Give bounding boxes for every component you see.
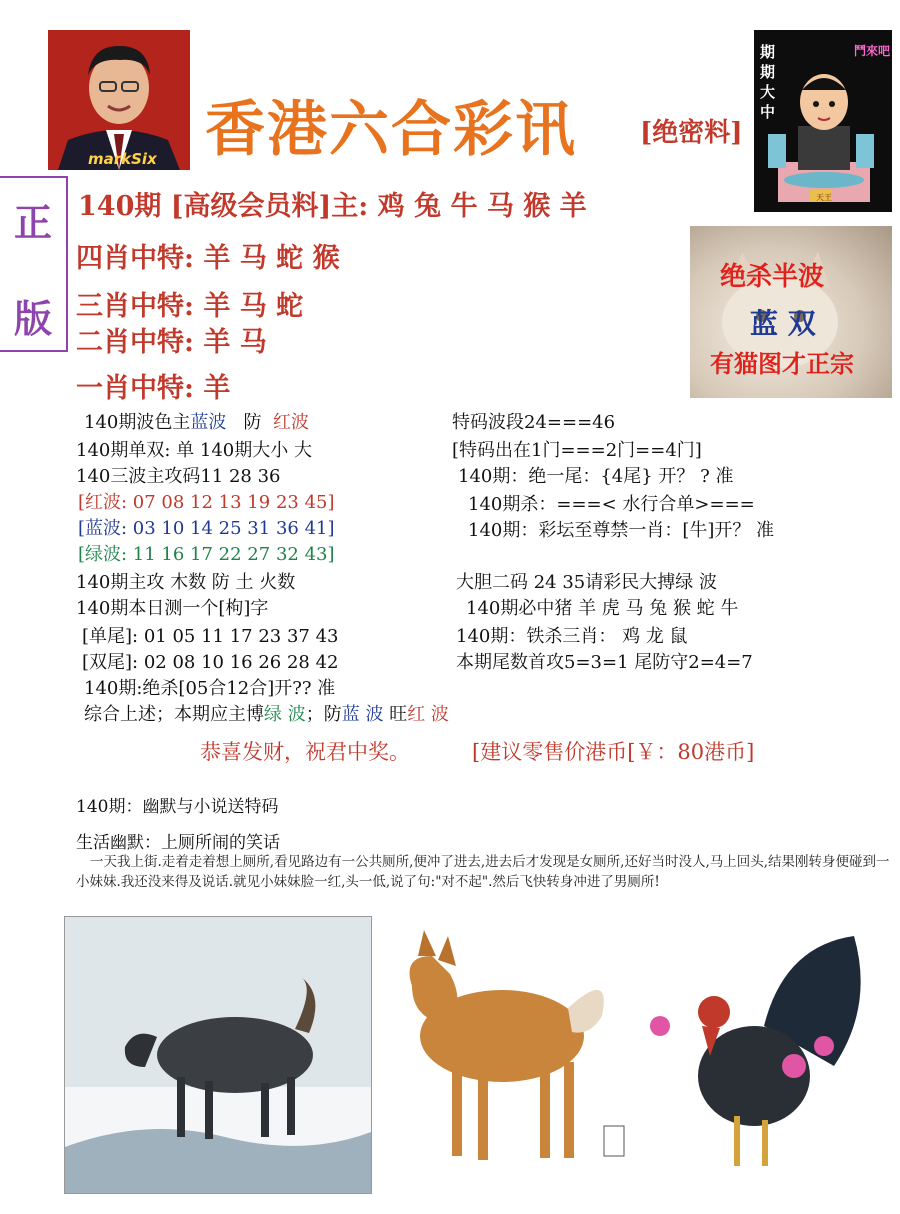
three-wave-line: 140三波主攻码11 28 36: [76, 466, 281, 487]
summary-c: 旺: [383, 704, 408, 725]
genuine-badge: [0, 176, 68, 352]
cat-panel: [690, 226, 892, 398]
badge-bottom: 版: [14, 296, 53, 341]
four-zodiac: 四肖中特: 羊 马 蛇 猴: [76, 243, 340, 274]
wave-main: 蓝波: [190, 412, 227, 433]
cat-line1: 绝杀半波: [720, 262, 825, 292]
dog-painting-icon: [372, 916, 642, 1192]
retail-price: [建议零售价港币[￥：80港币]: [472, 740, 755, 764]
blue-wave-line: [蓝波: 03 10 14 25 31 36 41]: [78, 518, 335, 539]
special-segment: 特码波段24===46: [452, 412, 616, 433]
odd-even-line: 140期单双: 单 140期大小 大: [76, 440, 312, 461]
wave-line: [84, 408, 309, 434]
cartoon-stamp: 天王: [816, 193, 832, 202]
special-door: [特码出在1门===2门==4门]: [452, 440, 702, 461]
rooster-painting-icon: [644, 916, 892, 1192]
wave-guard: 防: [243, 412, 262, 433]
three-zodiac: 三肖中特: 羊 马 蛇: [76, 291, 304, 322]
badge-top: 正: [14, 200, 53, 245]
cartoon-photo: [754, 30, 892, 212]
two-codes: 大胆二码 24 35请彩民大搏绿 波: [456, 572, 717, 593]
red-wave-line: [红波: 07 08 12 13 19 23 45]: [78, 492, 335, 513]
kill-line: 140期:绝杀[05合12合]开?? 准: [84, 678, 336, 699]
host-photo: [48, 30, 190, 170]
marksix-logo: markSix: [88, 150, 157, 168]
summary-a: 综合上述；本期应主博: [84, 704, 264, 725]
summary-b: ；防: [305, 704, 342, 725]
cartoon-right-text: 鬥來吧: [854, 44, 891, 58]
goat-painting-icon: [64, 916, 372, 1194]
wave-guard-value: 红波: [272, 412, 309, 433]
green-wave-line: [绿波: 11 16 17 22 27 32 43]: [78, 544, 335, 565]
one-zodiac: 一肖中特: 羊: [76, 373, 231, 404]
story-text: 一天我上街.走着走着想上厕所,看见路边有一公共厕所,便冲了进去,进去后才发现是女厕所,还好当时没人,马上回头,结果刚转身便碰到一小妹妹.我还没来得及说话.就见小妹妹脸一红,头一低,说了句:"对不起".然后飞快转身冲进了男厕所!: [76, 854, 890, 890]
kill-three: 140期：铁杀三肖： 鸡 龙 鼠: [456, 626, 688, 647]
story-heading: 140期：幽默与小说送特码: [76, 797, 279, 817]
daily-word-line: 140期本日测一个[枸]字: [76, 598, 269, 619]
summary-red: 红 波: [407, 704, 449, 725]
tail-attack: 本期尾数首攻5=3=1 尾防守2=4=7: [456, 652, 753, 673]
kill-tail: 140期：绝一尾：{4尾} 开？ ? 准: [458, 466, 734, 487]
two-zodiac: 二肖中特: 羊 马: [76, 327, 267, 358]
summary-blue: 蓝 波: [341, 704, 384, 725]
main-attack-line: 140期主攻 木数 防 土 火数: [76, 572, 296, 593]
page-title: 香港六合彩讯: [205, 95, 577, 165]
member-line: 140期 [高级会员料]主: 鸡 兔 牛 马 猴 羊: [78, 191, 587, 222]
congrats-left: 恭喜发财，祝君中奖。: [200, 740, 410, 764]
cat-line2: 蓝 双: [750, 307, 816, 340]
page-subtitle: [绝密料]: [640, 118, 743, 148]
wave-prefix: 140期波色主: [84, 412, 191, 433]
must-hit: 140期必中猪 羊 虎 马 兔 猴 蛇 牛: [466, 598, 739, 619]
kill-phrase: 140期杀：===< 水行合单>===: [468, 494, 755, 515]
cartoon-left-text: 期期大中: [760, 43, 776, 121]
summary-green: 绿 波: [264, 704, 306, 725]
forbid-zodiac: 140期：彩坛至尊禁一肖：[牛]开？ 准: [468, 520, 775, 541]
summary-line: [84, 700, 449, 726]
double-tail-line: [双尾]: 02 08 10 16 26 28 42: [82, 652, 339, 673]
single-tail-line: [单尾]: 01 05 11 17 23 37 43: [82, 626, 339, 647]
cat-line3: 有猫图才正宗: [710, 349, 854, 378]
story-subheading: 生活幽默：上厕所闹的笑话: [76, 833, 280, 853]
